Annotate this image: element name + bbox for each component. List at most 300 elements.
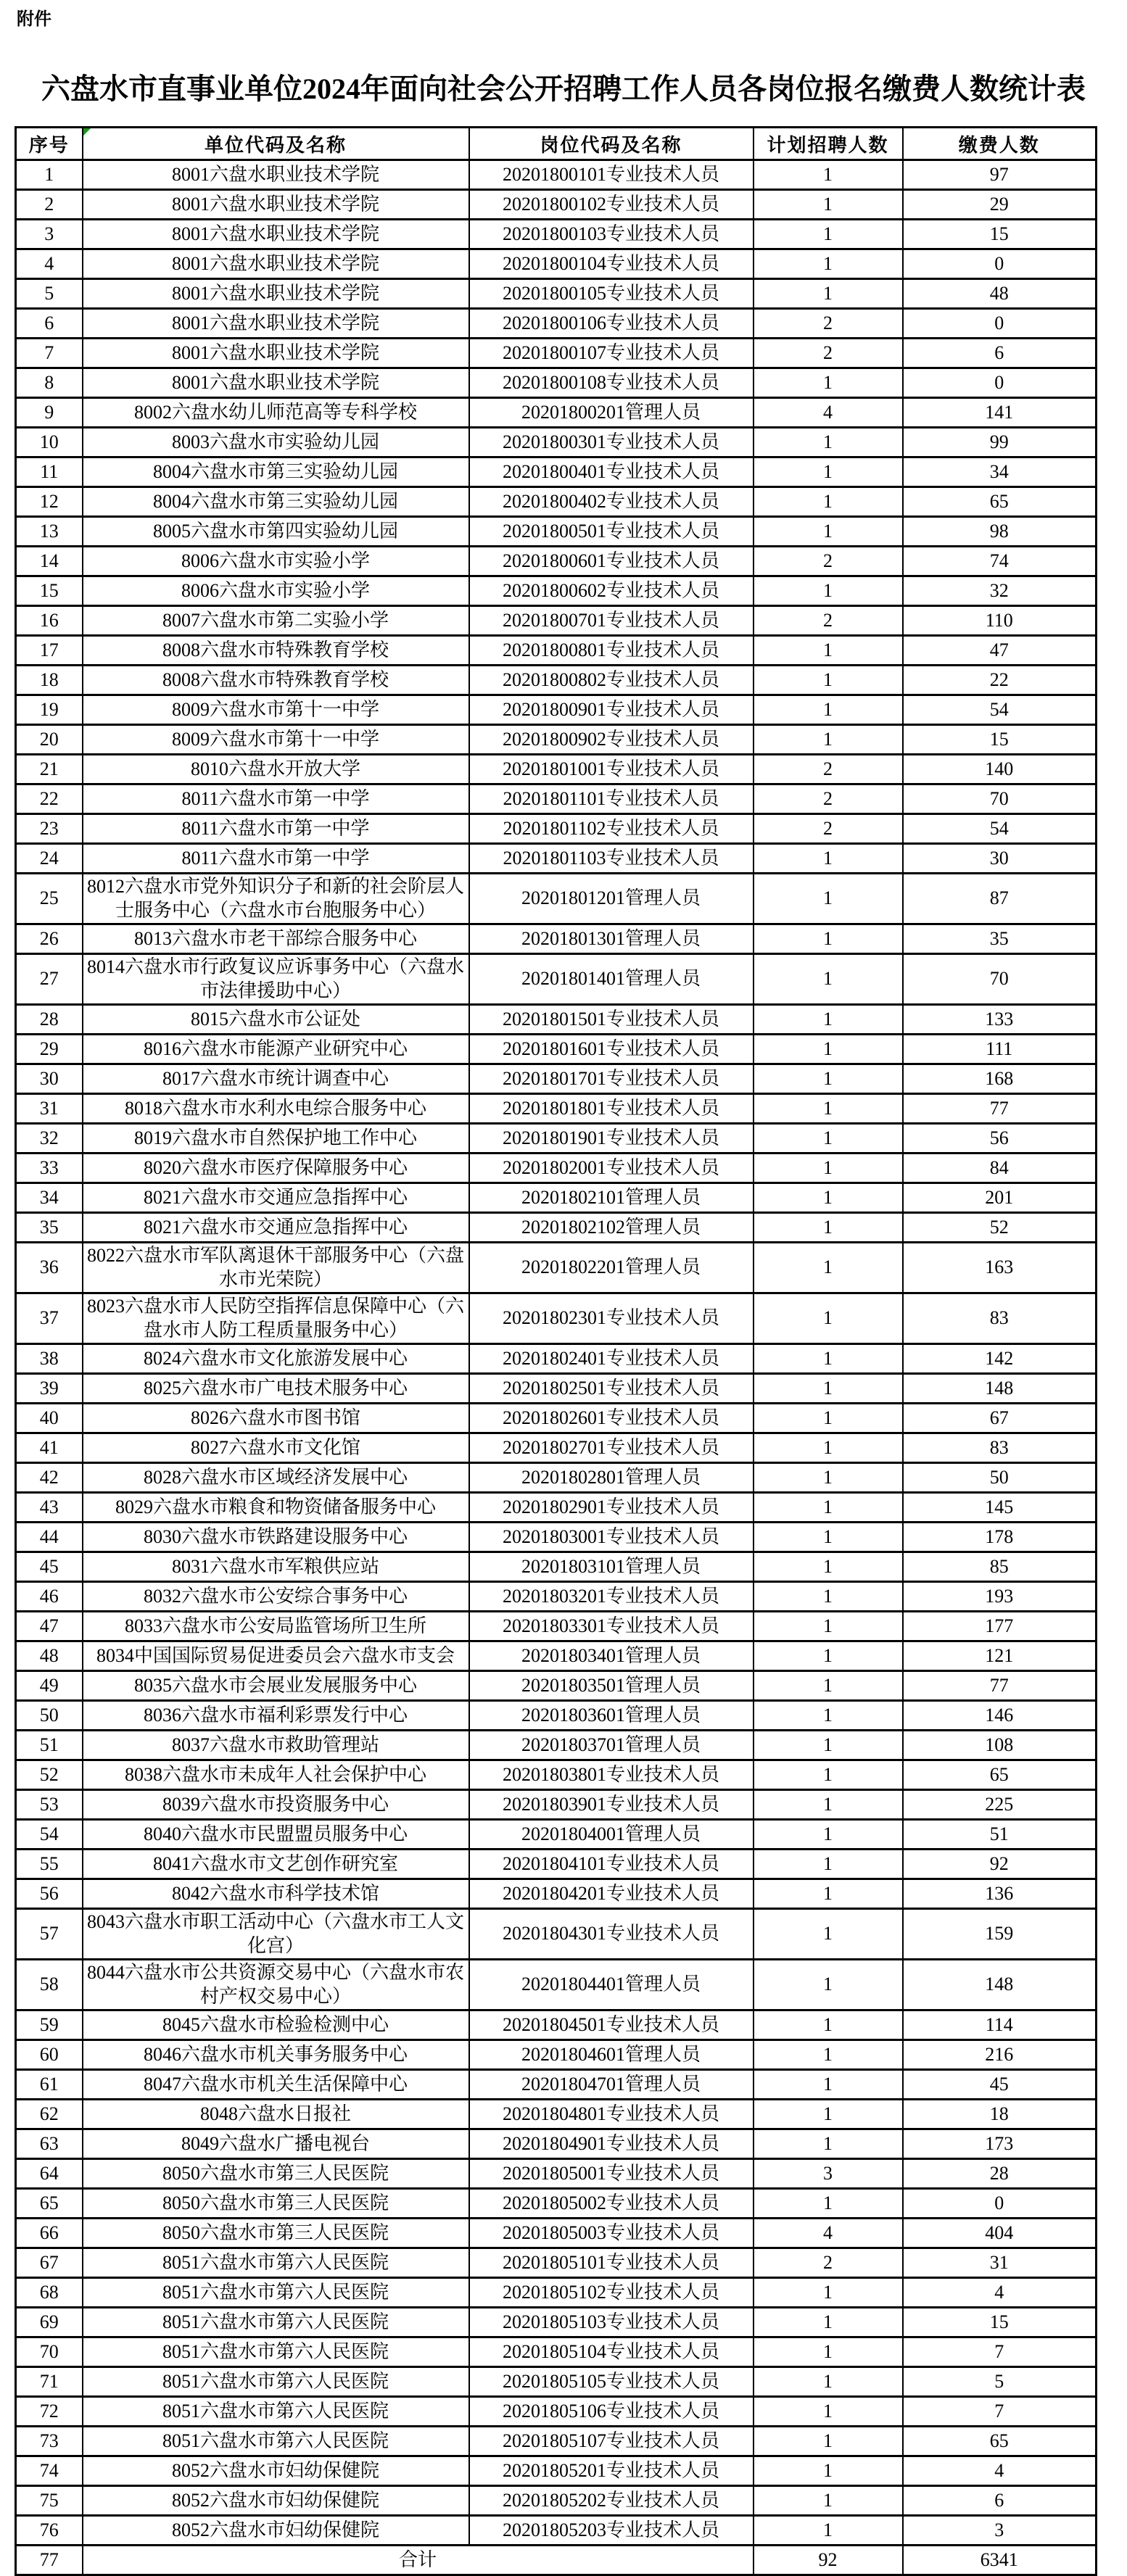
cell-serial-number: 59 [16,2010,83,2040]
cell-serial-number: 64 [16,2159,83,2189]
cell-planned-hires: 1 [754,2040,903,2070]
attachment-label: 附件 [17,10,51,29]
cell-position-code-name: 20201800101专业技术人员 [469,160,754,190]
cell-paid-count: 201 [903,1183,1097,1213]
cell-unit-code-name: 8042六盘水市科学技术馆 [83,1879,469,1909]
table-row [16,1582,1097,1612]
cell-paid-count: 6 [903,2486,1097,2516]
cell-position-code-name: 20201800801专业技术人员 [469,636,754,666]
table-row [16,844,1097,874]
cell-paid-count: 22 [903,666,1097,695]
cell-unit-code-name: 8004六盘水市第三实验幼儿园 [83,487,469,517]
cell-paid-count: 47 [903,636,1097,666]
cell-serial-number: 49 [16,1671,83,1701]
cell-paid-count: 56 [903,1124,1097,1154]
table-row [16,1760,1097,1790]
table-row [16,279,1097,309]
cell-paid-count: 110 [903,606,1097,636]
cell-position-code-name: 20201802501专业技术人员 [469,1374,754,1404]
cell-position-code-name: 20201801001专业技术人员 [469,755,754,784]
table-row [16,1960,1097,2010]
cell-planned-hires: 2 [754,606,903,636]
cell-paid-count: 404 [903,2219,1097,2248]
cell-planned-hires: 1 [754,487,903,517]
table-row [16,2516,1097,2546]
cell-serial-number: 2 [16,190,83,220]
cell-position-code-name: 20201802801管理人员 [469,1463,754,1493]
page-title: 六盘水市直事业单位2024年面向社会公开招聘工作人员各岗位报名缴费人数统计表 [41,73,1086,105]
table-row [16,2189,1097,2219]
cell-position-code-name: 20201801701专业技术人员 [469,1064,754,1094]
table-row [16,2070,1097,2100]
cell-position-code-name: 20201805104专业技术人员 [469,2337,754,2367]
cell-serial-number: 1 [16,160,83,190]
cell-paid-count: 0 [903,249,1097,279]
cell-serial-number: 42 [16,1463,83,1493]
cell-position-code-name: 20201800105专业技术人员 [469,279,754,309]
table-body [16,160,1097,2575]
cell-serial-number: 36 [16,1243,83,1293]
cell-planned-hires: 1 [754,2337,903,2367]
cell-position-code-name: 20201801201管理人员 [469,874,754,924]
cell-unit-code-name: 8046六盘水市机关事务服务中心 [83,2040,469,2070]
cell-planned-hires: 1 [754,636,903,666]
cell-serial-number: 21 [16,755,83,784]
cell-unit-code-name: 8001六盘水职业技术学院 [83,279,469,309]
comment-flag-icon [83,128,91,136]
cell-unit-code-name: 8036六盘水市福利彩票发行中心 [83,1701,469,1731]
cell-planned-hires: 1 [754,1213,903,1243]
table-row [16,1154,1097,1183]
cell-paid-count: 34 [903,457,1097,487]
cell-paid-count: 193 [903,1582,1097,1612]
cell-paid-count: 50 [903,1463,1097,1493]
table-row [16,2278,1097,2308]
cell-unit-code-name: 8033六盘水市公安局监管场所卫生所 [83,1612,469,1641]
cell-position-code-name: 20201805202专业技术人员 [469,2486,754,2516]
cell-paid-count: 30 [903,844,1097,874]
table-header [16,128,1097,160]
cell-paid-count: 4 [903,2456,1097,2486]
cell-unit-code-name: 8041六盘水市文艺创作研究室 [83,1850,469,1879]
cell-planned-hires: 1 [754,1850,903,1879]
cell-serial-number: 13 [16,517,83,547]
total-row [16,2546,1097,2575]
cell-paid-count: 18 [903,2100,1097,2129]
cell-serial-number: 55 [16,1850,83,1879]
cell-paid-count: 48 [903,279,1097,309]
cell-position-code-name: 20201805101专业技术人员 [469,2248,754,2278]
cell-paid-count: 0 [903,2189,1097,2219]
cell-position-code-name: 20201805107专业技术人员 [469,2427,754,2456]
cell-paid-count: 136 [903,1879,1097,1909]
cell-paid-count: 177 [903,1612,1097,1641]
cell-serial-number: 23 [16,814,83,844]
table-row [16,1293,1097,1344]
table-row [16,725,1097,755]
cell-planned-hires: 3 [754,2159,903,2189]
cell-unit-code-name: 8039六盘水市投资服务中心 [83,1790,469,1820]
cell-paid-count: 0 [903,368,1097,398]
cell-position-code-name: 20201804401管理人员 [469,1960,754,2010]
cell-paid-count: 159 [903,1909,1097,1960]
cell-serial-number: 24 [16,844,83,874]
table-row [16,2456,1097,2486]
cell-planned-hires: 1 [754,2278,903,2308]
table-row [16,1243,1097,1293]
cell-paid-count: 133 [903,1005,1097,1035]
cell-paid-count: 83 [903,1293,1097,1344]
cell-planned-hires: 1 [754,368,903,398]
cell-unit-code-name: 8050六盘水市第三人民医院 [83,2159,469,2189]
cell-serial-number: 39 [16,1374,83,1404]
table-row [16,2486,1097,2516]
header-paid-count: 缴费人数 [903,128,1097,160]
header-unit-code-name [83,128,469,160]
cell-serial-number: 12 [16,487,83,517]
cell-position-code-name: 20201801801专业技术人员 [469,1094,754,1124]
cell-position-code-name: 20201805003专业技术人员 [469,2219,754,2248]
cell-paid-count: 32 [903,576,1097,606]
cell-unit-code-name: 8030六盘水市铁路建设服务中心 [83,1523,469,1552]
table-row [16,1035,1097,1064]
cell-unit-code-name: 8051六盘水市第六人民医院 [83,2308,469,2337]
cell-serial-number: 43 [16,1493,83,1523]
table-row [16,2367,1097,2397]
cell-position-code-name: 20201800106专业技术人员 [469,309,754,339]
cell-serial-number: 16 [16,606,83,636]
cell-unit-code-name: 8048六盘水日报社 [83,2100,469,2129]
cell-unit-code-name: 8011六盘水市第一中学 [83,814,469,844]
cell-serial-number: 51 [16,1731,83,1760]
cell-unit-code-name: 8001六盘水职业技术学院 [83,368,469,398]
cell-unit-code-name: 8018六盘水市水利水电综合服务中心 [83,1094,469,1124]
cell-serial-number: 10 [16,428,83,457]
table-row [16,755,1097,784]
table-row [16,547,1097,576]
cell-serial-number: 75 [16,2486,83,2516]
cell-planned-hires: 1 [754,576,903,606]
cell-paid-count: 108 [903,1731,1097,1760]
cell-serial-number: 60 [16,2040,83,2070]
cell-paid-count: 29 [903,190,1097,220]
cell-unit-code-name: 8032六盘水市公安综合事务中心 [83,1582,469,1612]
cell-unit-code-name: 8050六盘水市第三人民医院 [83,2189,469,2219]
cell-serial-number: 15 [16,576,83,606]
cell-serial-number: 29 [16,1035,83,1064]
table-row [16,814,1097,844]
cell-paid-count: 35 [903,924,1097,954]
cell-planned-hires: 1 [754,1293,903,1344]
cell-planned-hires: 2 [754,755,903,784]
table-row [16,517,1097,547]
cell-planned-hires: 1 [754,924,903,954]
cell-serial-number: 17 [16,636,83,666]
cell-paid-count: 148 [903,1960,1097,2010]
cell-unit-code-name: 8012六盘水市党外知识分子和新的社会阶层人士服务中心（六盘水市台胞服务中心） [83,874,469,924]
cell-planned-hires: 1 [754,2070,903,2100]
cell-planned-hires: 1 [754,2427,903,2456]
cell-planned-hires: 1 [754,1671,903,1701]
cell-serial-number: 35 [16,1213,83,1243]
cell-planned-hires: 1 [754,1820,903,1850]
cell-planned-hires: 1 [754,2189,903,2219]
table-row [16,2129,1097,2159]
cell-serial-number: 72 [16,2397,83,2427]
cell-unit-code-name: 8026六盘水市图书馆 [83,1404,469,1433]
cell-unit-code-name: 8014六盘水市行政复议应诉事务中心（六盘水市法律援助中心） [83,954,469,1005]
cell-position-code-name: 20201803401管理人员 [469,1641,754,1671]
cell-unit-code-name: 8022六盘水市军队离退休干部服务中心（六盘水市光荣院） [83,1243,469,1293]
cell-planned-hires: 1 [754,1909,903,1960]
header-serial-number: 序号 [16,128,83,160]
cell-serial-number: 37 [16,1293,83,1344]
table-row [16,576,1097,606]
cell-paid-count: 77 [903,1094,1097,1124]
cell-paid-count: 54 [903,695,1097,725]
cell-planned-hires: 1 [754,1552,903,1582]
cell-serial-number: 18 [16,666,83,695]
total-cell-no: 77 [16,2546,83,2575]
cell-serial-number: 5 [16,279,83,309]
cell-paid-count: 52 [903,1213,1097,1243]
cell-position-code-name: 20201805001专业技术人员 [469,2159,754,2189]
table-row [16,2427,1097,2456]
cell-position-code-name: 20201803101管理人员 [469,1552,754,1582]
cell-planned-hires: 1 [754,1879,903,1909]
cell-paid-count: 114 [903,2010,1097,2040]
cell-serial-number: 33 [16,1154,83,1183]
cell-serial-number: 20 [16,725,83,755]
table-row [16,1344,1097,1374]
cell-planned-hires: 2 [754,339,903,368]
table-row [16,666,1097,695]
table-row [16,1463,1097,1493]
cell-position-code-name: 20201800902专业技术人员 [469,725,754,755]
cell-planned-hires: 1 [754,1641,903,1671]
cell-unit-code-name: 8017六盘水市统计调查中心 [83,1064,469,1094]
cell-position-code-name: 20201805102专业技术人员 [469,2278,754,2308]
cell-unit-code-name: 8051六盘水市第六人民医院 [83,2278,469,2308]
cell-planned-hires: 1 [754,160,903,190]
table-row [16,2248,1097,2278]
cell-serial-number: 62 [16,2100,83,2129]
cell-position-code-name: 20201803201专业技术人员 [469,1582,754,1612]
cell-position-code-name: 20201805105专业技术人员 [469,2367,754,2397]
cell-unit-code-name: 8021六盘水市交通应急指挥中心 [83,1213,469,1243]
cell-planned-hires: 4 [754,2219,903,2248]
cell-unit-code-name: 8034中国国际贸易促进委员会六盘水市支会 [83,1641,469,1671]
cell-serial-number: 41 [16,1433,83,1463]
table-row [16,1433,1097,1463]
cell-paid-count: 51 [903,1820,1097,1850]
table-row [16,428,1097,457]
table-row [16,1909,1097,1960]
cell-planned-hires: 1 [754,2010,903,2040]
cell-planned-hires: 1 [754,1731,903,1760]
cell-planned-hires: 1 [754,2486,903,2516]
cell-planned-hires: 1 [754,1523,903,1552]
cell-unit-code-name: 8009六盘水市第十一中学 [83,695,469,725]
cell-unit-code-name: 8008六盘水市特殊教育学校 [83,636,469,666]
table-row [16,695,1097,725]
cell-unit-code-name: 8052六盘水市妇幼保健院 [83,2516,469,2546]
cell-serial-number: 3 [16,220,83,249]
cell-serial-number: 50 [16,1701,83,1731]
cell-position-code-name: 20201802101管理人员 [469,1183,754,1213]
cell-unit-code-name: 8002六盘水幼儿师范高等专科学校 [83,398,469,428]
table-row [16,1374,1097,1404]
cell-position-code-name: 20201800102专业技术人员 [469,190,754,220]
cell-serial-number: 74 [16,2456,83,2486]
cell-unit-code-name: 8001六盘水职业技术学院 [83,190,469,220]
cell-paid-count: 98 [903,517,1097,547]
table-row [16,636,1097,666]
cell-paid-count: 7 [903,2397,1097,2427]
cell-planned-hires: 1 [754,1344,903,1374]
cell-unit-code-name: 8031六盘水市军粮供应站 [83,1552,469,1582]
table-row [16,1641,1097,1671]
cell-position-code-name: 20201800107专业技术人员 [469,339,754,368]
cell-paid-count: 97 [903,160,1097,190]
cell-unit-code-name: 8051六盘水市第六人民医院 [83,2248,469,2278]
cell-planned-hires: 1 [754,2367,903,2397]
cell-paid-count: 65 [903,2427,1097,2456]
cell-position-code-name: 20201800104专业技术人员 [469,249,754,279]
header-unit-code-name-label: 单位代码及名称 [204,134,347,156]
cell-unit-code-name: 8027六盘水市文化馆 [83,1433,469,1463]
cell-serial-number: 65 [16,2189,83,2219]
cell-position-code-name: 20201800601专业技术人员 [469,547,754,576]
table-row [16,398,1097,428]
cell-unit-code-name: 8019六盘水市自然保护地工作中心 [83,1124,469,1154]
cell-unit-code-name: 8011六盘水市第一中学 [83,784,469,814]
cell-paid-count: 99 [903,428,1097,457]
cell-paid-count: 65 [903,1760,1097,1790]
cell-position-code-name: 20201805103专业技术人员 [469,2308,754,2337]
table-row [16,309,1097,339]
cell-unit-code-name: 8024六盘水市文化旅游发展中心 [83,1344,469,1374]
cell-paid-count: 15 [903,725,1097,755]
table-row [16,924,1097,954]
cell-paid-count: 54 [903,814,1097,844]
cell-serial-number: 67 [16,2248,83,2278]
table-row [16,1493,1097,1523]
cell-planned-hires: 1 [754,249,903,279]
table-row [16,1731,1097,1760]
cell-position-code-name: 20201801301管理人员 [469,924,754,954]
cell-serial-number: 68 [16,2278,83,2308]
cell-paid-count: 225 [903,1790,1097,1820]
cell-unit-code-name: 8007六盘水市第二实验小学 [83,606,469,636]
cell-planned-hires: 1 [754,1493,903,1523]
table-row [16,1552,1097,1582]
cell-serial-number: 73 [16,2427,83,2456]
cell-serial-number: 54 [16,1820,83,1850]
cell-position-code-name: 20201800108专业技术人员 [469,368,754,398]
cell-planned-hires: 1 [754,2456,903,2486]
cell-unit-code-name: 8001六盘水职业技术学院 [83,339,469,368]
header-position-code-name: 岗位代码及名称 [469,128,754,160]
cell-unit-code-name: 8015六盘水市公证处 [83,1005,469,1035]
cell-paid-count: 142 [903,1344,1097,1374]
cell-unit-code-name: 8006六盘水市实验小学 [83,547,469,576]
cell-paid-count: 45 [903,2070,1097,2100]
cell-position-code-name: 20201802601专业技术人员 [469,1404,754,1433]
table-row [16,1820,1097,1850]
cell-paid-count: 145 [903,1493,1097,1523]
cell-serial-number: 70 [16,2337,83,2367]
cell-serial-number: 76 [16,2516,83,2546]
cell-position-code-name: 20201802701专业技术人员 [469,1433,754,1463]
cell-planned-hires: 1 [754,954,903,1005]
cell-paid-count: 140 [903,755,1097,784]
cell-unit-code-name: 8010六盘水开放大学 [83,755,469,784]
cell-planned-hires: 1 [754,2308,903,2337]
cell-position-code-name: 20201800301专业技术人员 [469,428,754,457]
cell-paid-count: 3 [903,2516,1097,2546]
cell-position-code-name: 20201805203专业技术人员 [469,2516,754,2546]
cell-planned-hires: 1 [754,695,903,725]
table-row [16,160,1097,190]
table-row [16,487,1097,517]
cell-planned-hires: 1 [754,2129,903,2159]
cell-unit-code-name: 8025六盘水市广电技术服务中心 [83,1374,469,1404]
table-row [16,2397,1097,2427]
recruitment-stats-table [15,126,1097,2576]
table-row [16,1850,1097,1879]
table-row [16,2100,1097,2129]
cell-planned-hires: 1 [754,1064,903,1094]
header-planned-hires: 计划招聘人数 [754,128,903,160]
cell-planned-hires: 1 [754,1582,903,1612]
cell-planned-hires: 1 [754,2397,903,2427]
cell-paid-count: 65 [903,487,1097,517]
cell-serial-number: 4 [16,249,83,279]
cell-unit-code-name: 8038六盘水市未成年人社会保护中心 [83,1760,469,1790]
cell-planned-hires: 1 [754,844,903,874]
table-row [16,249,1097,279]
cell-position-code-name: 20201804301专业技术人员 [469,1909,754,1960]
cell-planned-hires: 1 [754,1790,903,1820]
cell-position-code-name: 20201804101专业技术人员 [469,1850,754,1879]
cell-unit-code-name: 8051六盘水市第六人民医院 [83,2367,469,2397]
cell-paid-count: 87 [903,874,1097,924]
table-row [16,1094,1097,1124]
cell-position-code-name: 20201803701管理人员 [469,1731,754,1760]
cell-unit-code-name: 8006六盘水市实验小学 [83,576,469,606]
cell-serial-number: 9 [16,398,83,428]
cell-planned-hires: 4 [754,398,903,428]
table-row [16,606,1097,636]
cell-serial-number: 66 [16,2219,83,2248]
total-cell-planned: 92 [754,2546,903,2575]
table-row [16,2308,1097,2337]
cell-position-code-name: 20201805002专业技术人员 [469,2189,754,2219]
cell-planned-hires: 1 [754,1154,903,1183]
cell-planned-hires: 1 [754,666,903,695]
cell-serial-number: 6 [16,309,83,339]
cell-paid-count: 6 [903,339,1097,368]
table-row [16,1879,1097,1909]
table-row [16,1612,1097,1641]
cell-serial-number: 48 [16,1641,83,1671]
cell-planned-hires: 1 [754,1035,903,1064]
total-cell-label: 合计 [83,2546,754,2575]
cell-paid-count: 5 [903,2367,1097,2397]
cell-planned-hires: 1 [754,1404,903,1433]
cell-serial-number: 31 [16,1094,83,1124]
